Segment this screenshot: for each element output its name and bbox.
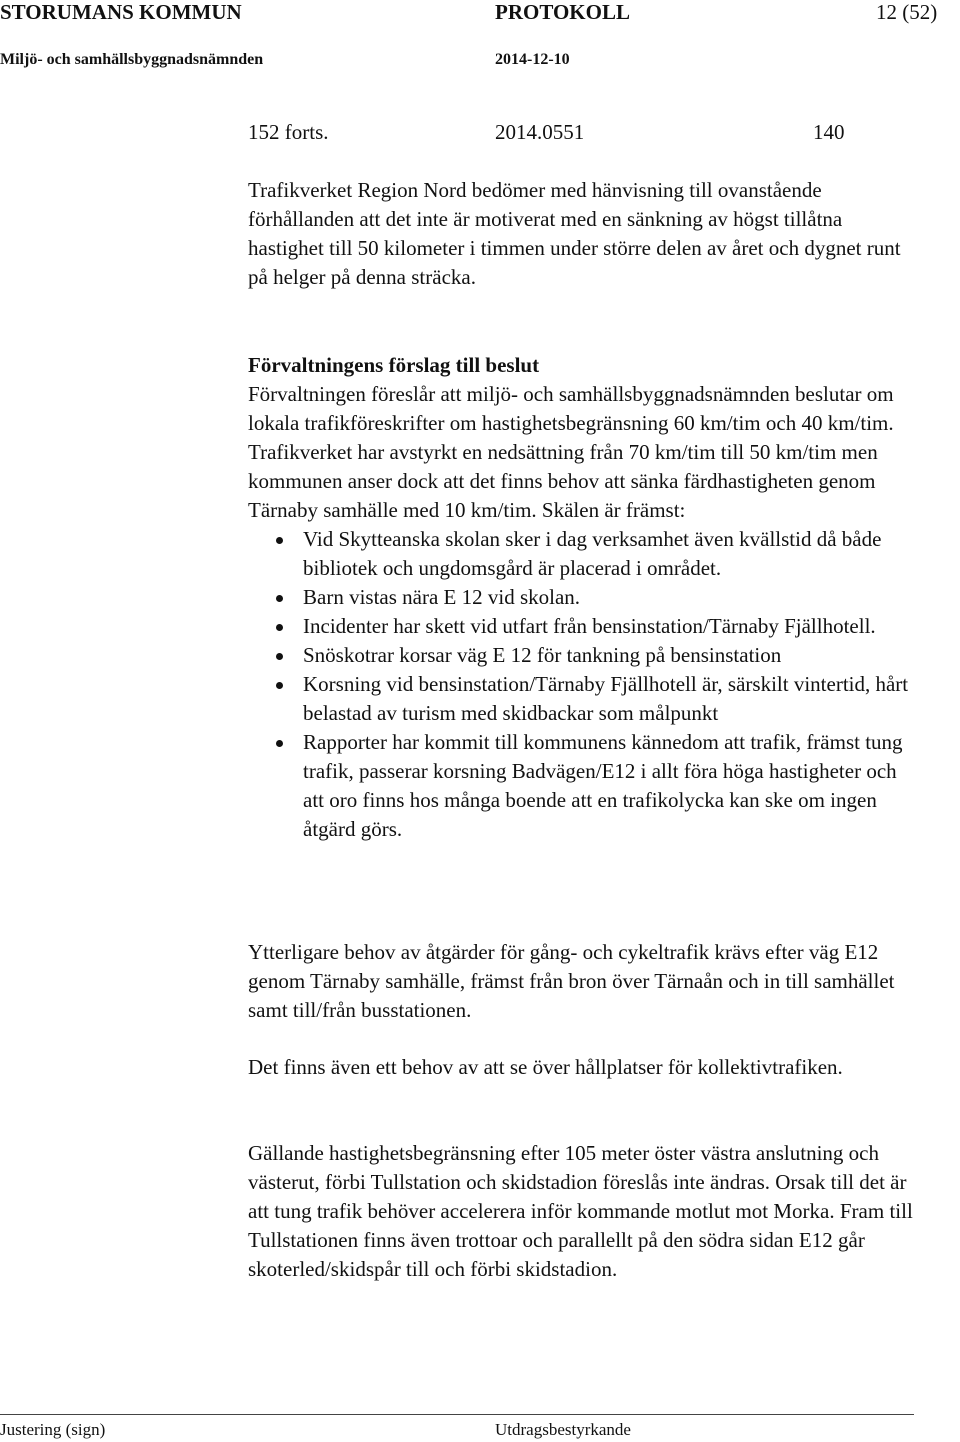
bullet-icon — [276, 595, 283, 602]
municipality-name: STORUMANS KOMMUN — [0, 0, 242, 24]
bullet-icon — [276, 682, 283, 689]
committee-name: Miljö- och samhällsbyggnadsnämnden — [0, 51, 264, 68]
case-code: 140 — [813, 120, 845, 144]
bullet-icon — [276, 653, 283, 660]
proposal-section — [248, 351, 920, 844]
list-item: Rapporter har kommit till kommunens kännedom att trafik, främst tung trafik, passerar korsning Badvägen/E12 i allt föra höga hastigheter och att oro finns hos många boende att en trafikolycka kan ske om ingen åtgärd görs. — [248, 728, 920, 844]
case-number: 2014.0551 — [495, 120, 585, 144]
intro-text: Trafikverket Region Nord bedömer med hänvisning till ovanstående förhållanden att det inte är motiverat med en sänkning av högst tillåtna hastighet till 50 kilometer i timmen under större delen av året och dygnet runt på helger på denna sträcka. — [248, 178, 901, 289]
paragraph-bus-stops: Det finns även ett behov av att se över hållplatser för kollektivtrafiken. — [248, 1055, 843, 1079]
paragraph-pedestrian: Ytterligare behov av åtgärder för gång- och cykeltrafik krävs efter väg E12 genom Tärnaby samhälle, främst från bron över Tärnaån och in till samhället samt till/från busstationen. — [248, 940, 895, 1022]
list-item: Incidenter har skett vid utfart från bensinstation/Tärnaby Fjällhotell. — [248, 612, 920, 641]
section-number: 152 forts. — [248, 120, 329, 144]
bullet-icon — [276, 740, 283, 747]
bullet-icon — [276, 537, 283, 544]
paragraph-speed-limit: Gällande hastighetsbegränsning efter 105 meter öster västra anslutning och västerut, förbi Tullstation och skidstadion föreslås inte ändras. Orsak till det är att tung trafik behöver accelerera inför kommande motlut mot Morka. Fram till Tullstationen finns även trottoar och parallellt på den södra sidan E12 går skoterled/skidspår till och förbi skidstadion. — [248, 1141, 913, 1281]
list-item: Snöskotrar korsar väg E 12 för tankning på bensinstation — [248, 641, 920, 670]
signature-justering: Justering (sign) — [0, 1420, 106, 1439]
reasons-list — [248, 525, 920, 844]
signature-utdrag: Utdragsbestyrkande — [495, 1420, 631, 1439]
document-type: PROTOKOLL — [495, 0, 630, 24]
list-item: Korsning vid bensinstation/Tärnaby Fjällhotell är, särskilt vintertid, hårt belastad av turism med skidbackar som målpunkt — [248, 670, 920, 728]
page-number: 12 (52) — [876, 0, 938, 24]
list-item: Vid Skytteanska skolan sker i dag verksamhet även kvällstid då både bibliotek och ungdomsgård är placerad i området. — [248, 525, 920, 583]
meeting-date: 2014-12-10 — [495, 51, 570, 68]
list-item: Barn vistas nära E 12 vid skolan. — [248, 583, 920, 612]
bullet-icon — [276, 624, 283, 631]
proposal-text: Förvaltningen föreslår att miljö- och samhällsbyggnadsnämnden beslutar om lokala trafikföreskrifter om hastighetsbegränsning 60 km/tim och 40 km/tim. Trafikverket har avstyrkt en nedsättning från 70 km/tim till 50 km/tim men kommunen anser dock att det finns behov att sänka färdhastigheten genom Tärnaby samhälle med 10 km/tim. Skälen är främst: — [248, 382, 894, 522]
signature-line — [0, 1414, 914, 1415]
proposal-heading: Förvaltningens förslag till beslut — [248, 353, 540, 377]
intro-paragraph — [248, 176, 920, 292]
